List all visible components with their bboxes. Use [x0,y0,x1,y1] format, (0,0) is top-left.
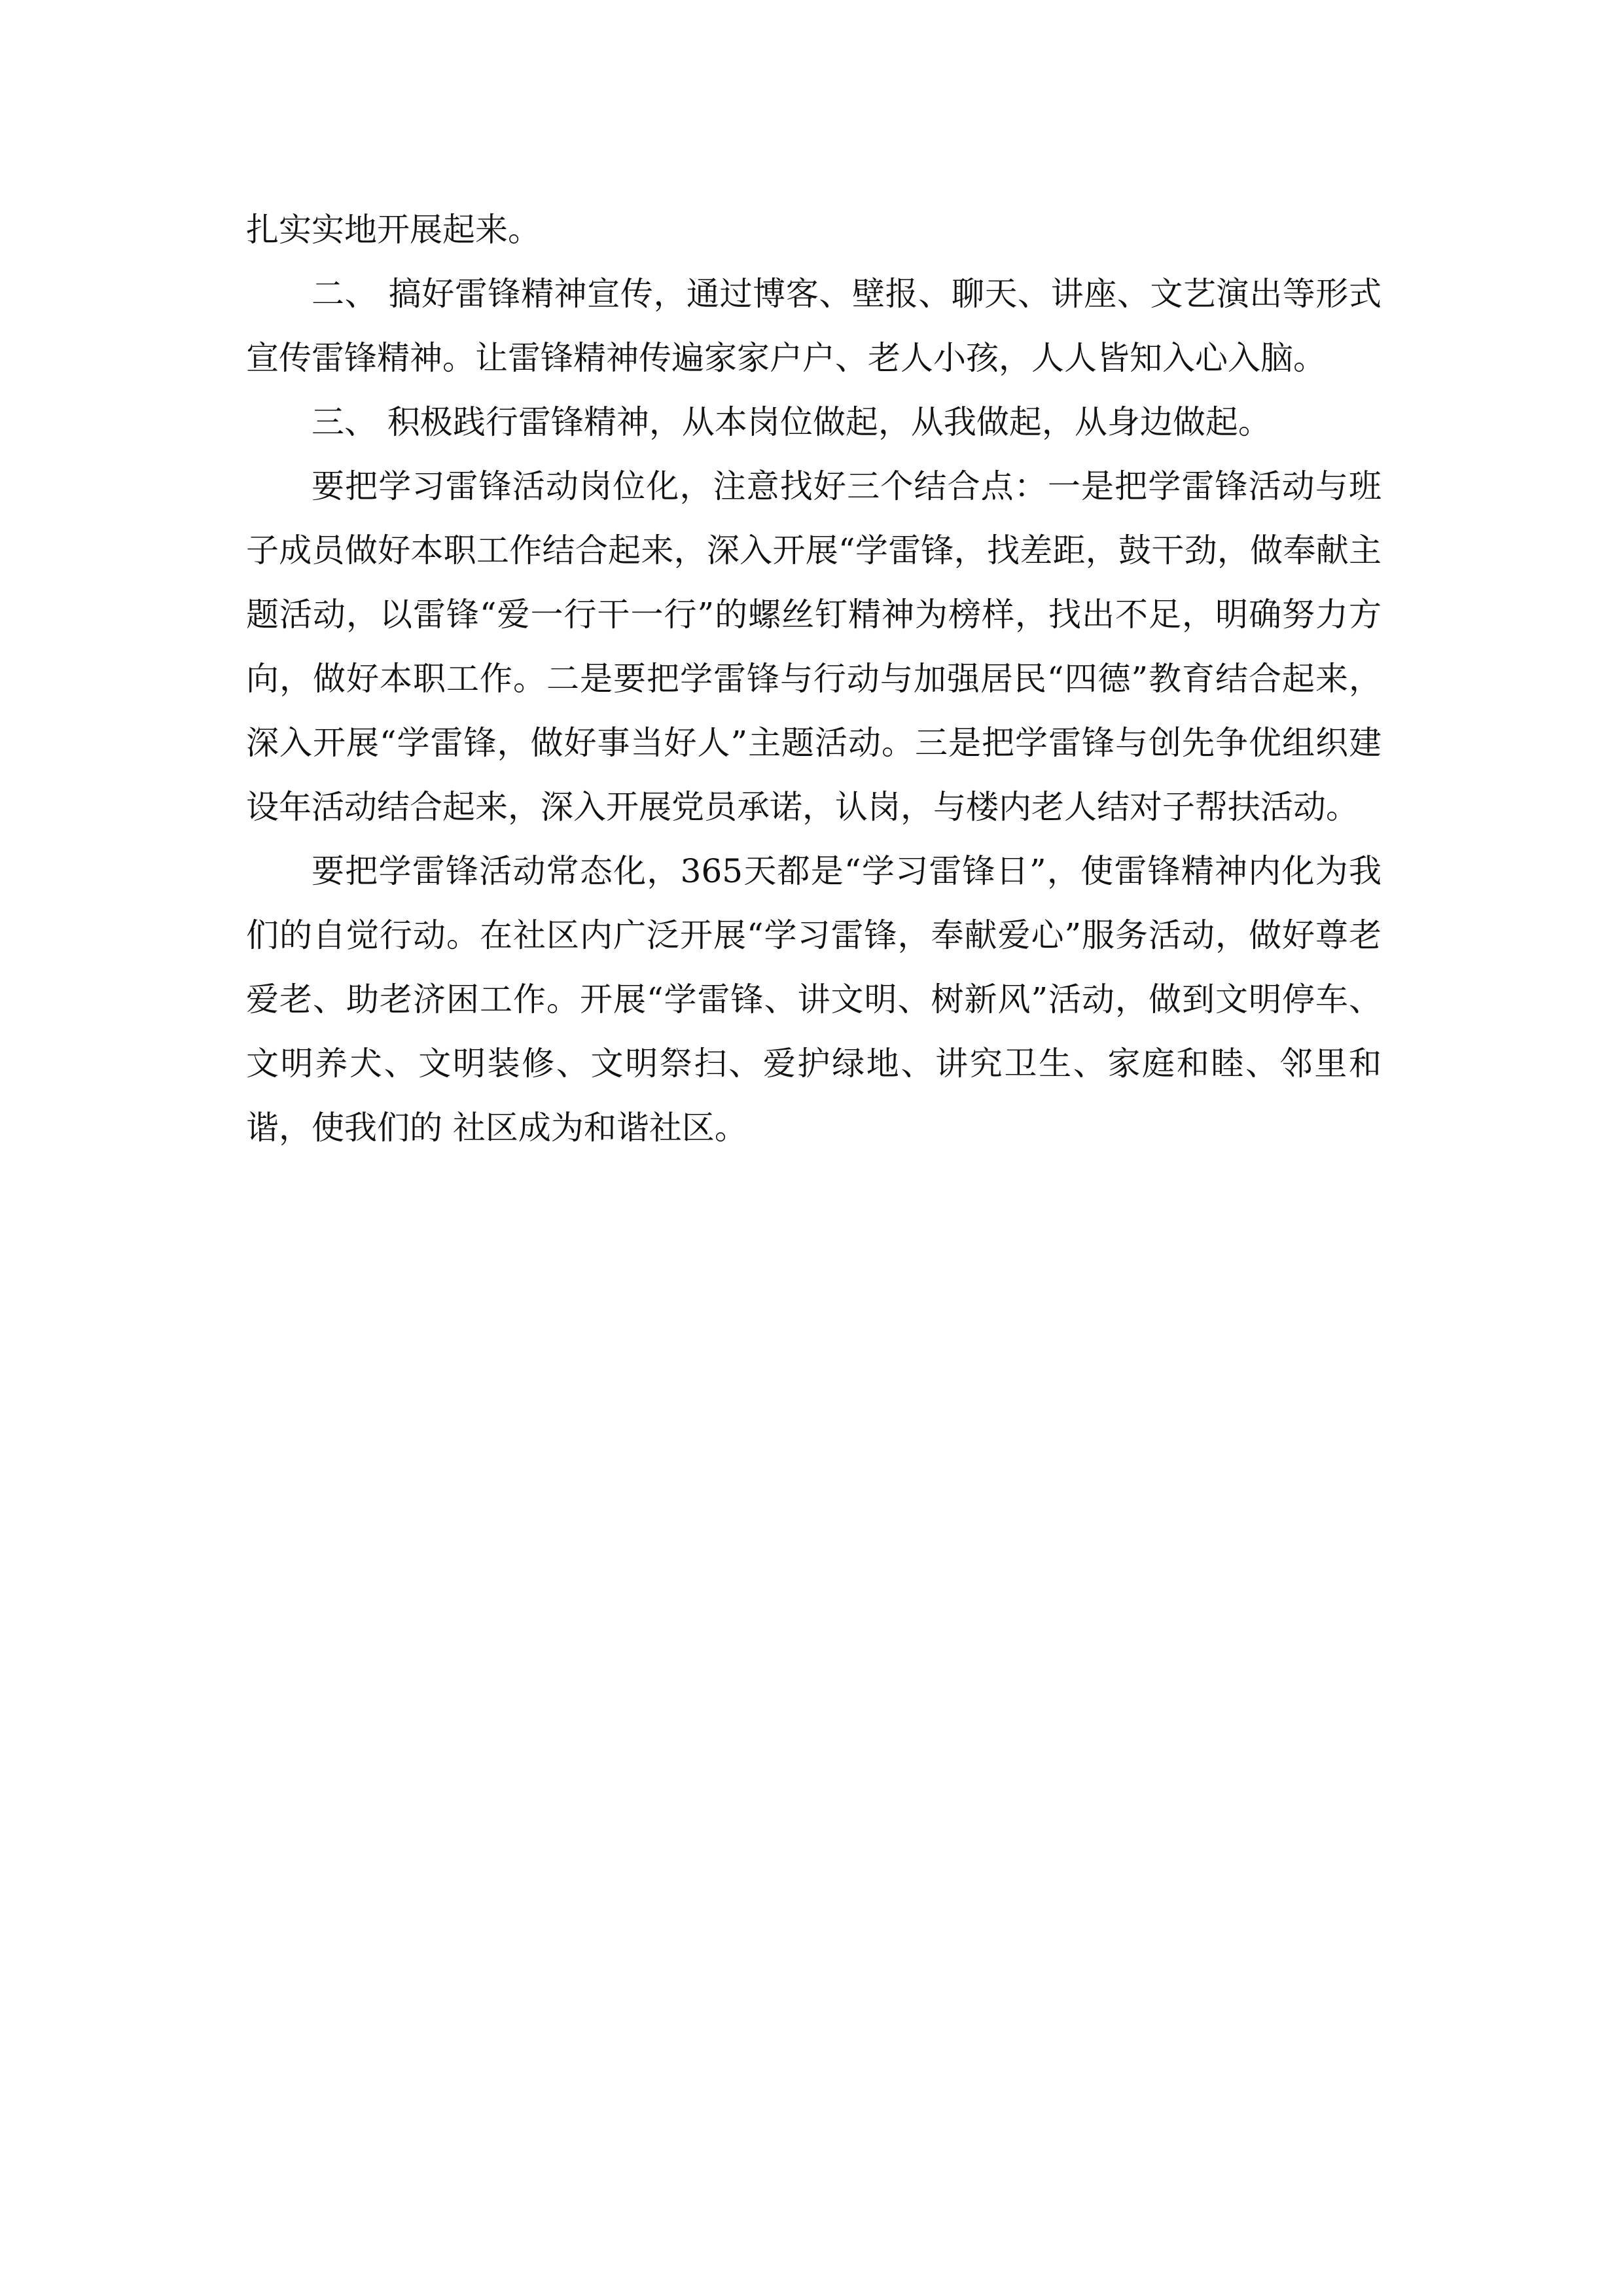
paragraph-job-integration: 要把学习雷锋活动岗位化，注意找好三个结合点：一是把学雷锋活动与班子成员做好本职工作结合起来，深入开展“学雷锋，找差距，鼓干劲，做奉献主题活动，以雷锋“爱一行干一行”的螺丝钉精神为榜样，找出不足，明确努力方向，做好本职工作。二是要把学雷锋与行动与加强居民“四德”教育结合起来，深入开展“学雷锋，做好事当好人”主题活动。三是把学雷锋与创先争优组织建设年活动结合起来，深入开展党员承诺，认岗，与楼内老人结对子帮扶活动。 [246,467,1382,826]
paragraph-item-two: 二、 搞好雷锋精神宣传，通过博客、壁报、聊天、讲座、文艺演出等形式宣传雷锋精神。让雷锋精神传遍家家户户、老人小孩，人人皆知入心入脑。 [246,275,1382,377]
paragraph-normalization: 要把学雷锋活动常态化，365天都是“学习雷锋日”，使雷锋精神内化为我们的自觉行动。在社区内广泛开展“学习雷锋，奉献爱心”服务活动，做好尊老爱老、助老济困工作。开展“学雷锋、讲文明、树新风”活动，做到文明停车、文明养犬、文明装修、文明祭扫、爱护绿地、讲究卫生、家庭和睦、邻里和谐，使我们的 社区成为和谐社区。 [246,852,1382,1147]
paragraph-continuation: 扎实实地开展起来。 [246,211,541,249]
document-body [246,198,1382,1160]
paragraph-item-three: 三、 积极践行雷锋精神，从本岗位做起，从我做起，从身边做起。 [312,403,1271,441]
